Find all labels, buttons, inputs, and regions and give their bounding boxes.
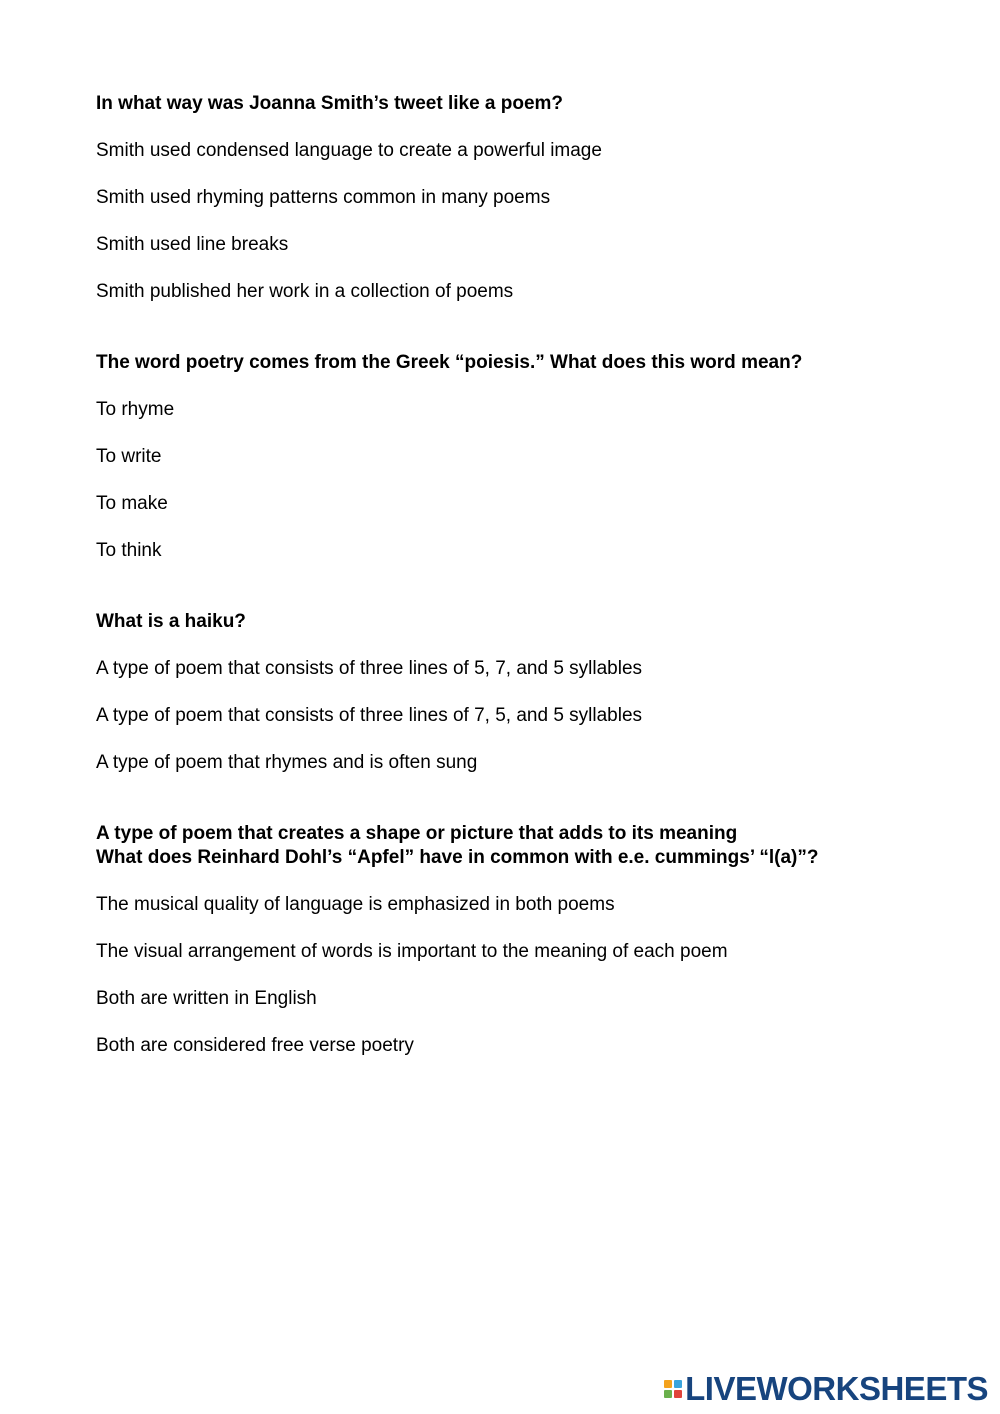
answer-option[interactable]: To make [96,493,168,514]
answer-option[interactable]: A type of poem that consists of three lines of 7, 5, and 5 syllables [96,705,643,726]
answer-option[interactable]: To write [96,446,162,467]
logo-mark-icon [664,1380,682,1398]
answer-option[interactable]: A type of poem that rhymes and is often sung [96,752,478,773]
question-4 [96,822,956,1058]
liveworksheets-logo [664,1372,988,1406]
question-1-text: In what way was Joanna Smith’s tweet like a poem? [96,93,564,114]
answer-option[interactable]: The musical quality of language is emphasized in both poems [96,894,615,915]
answer-option[interactable]: Smith used line breaks [96,234,289,255]
answer-option[interactable]: Smith used rhyming patterns common in many poems [96,187,551,208]
question-2-text: The word poetry comes from the Greek “poiesis.” What does this word mean? [96,352,803,373]
answer-option[interactable]: A type of poem that consists of three lines of 5, 7, and 5 syllables [96,658,643,679]
question-3 [96,610,956,775]
question-2-options [96,398,956,563]
question-3-options [96,657,956,775]
logo-square [674,1380,682,1388]
question-3-text: What is a haiku? [96,611,246,632]
worksheet [96,92,956,1105]
question-4-text-line-2: What does Reinhard Dohl’s “Apfel” have in common with e.e. cummings’ “l(a)”? [96,847,819,868]
question-1 [96,92,956,304]
answer-option[interactable]: Both are considered free verse poetry [96,1035,414,1056]
question-1-options [96,139,956,304]
answer-option[interactable]: Smith used condensed language to create a powerful image [96,140,602,161]
question-4-options [96,893,956,1058]
logo-square [664,1390,672,1398]
answer-option[interactable]: To think [96,540,162,561]
logo-text: LIVEWORKSHEETS [685,1370,988,1407]
answer-option[interactable]: Smith published her work in a collection of poems [96,281,514,302]
logo-square [674,1390,682,1398]
answer-option[interactable]: To rhyme [96,399,175,420]
question-4-text-line-1: A type of poem that creates a shape or picture that adds to its meaning [96,823,738,844]
question-2 [96,351,956,563]
answer-option[interactable]: Both are written in English [96,988,317,1009]
answer-option[interactable]: The visual arrangement of words is important to the meaning of each poem [96,941,728,962]
logo-square [664,1380,672,1388]
